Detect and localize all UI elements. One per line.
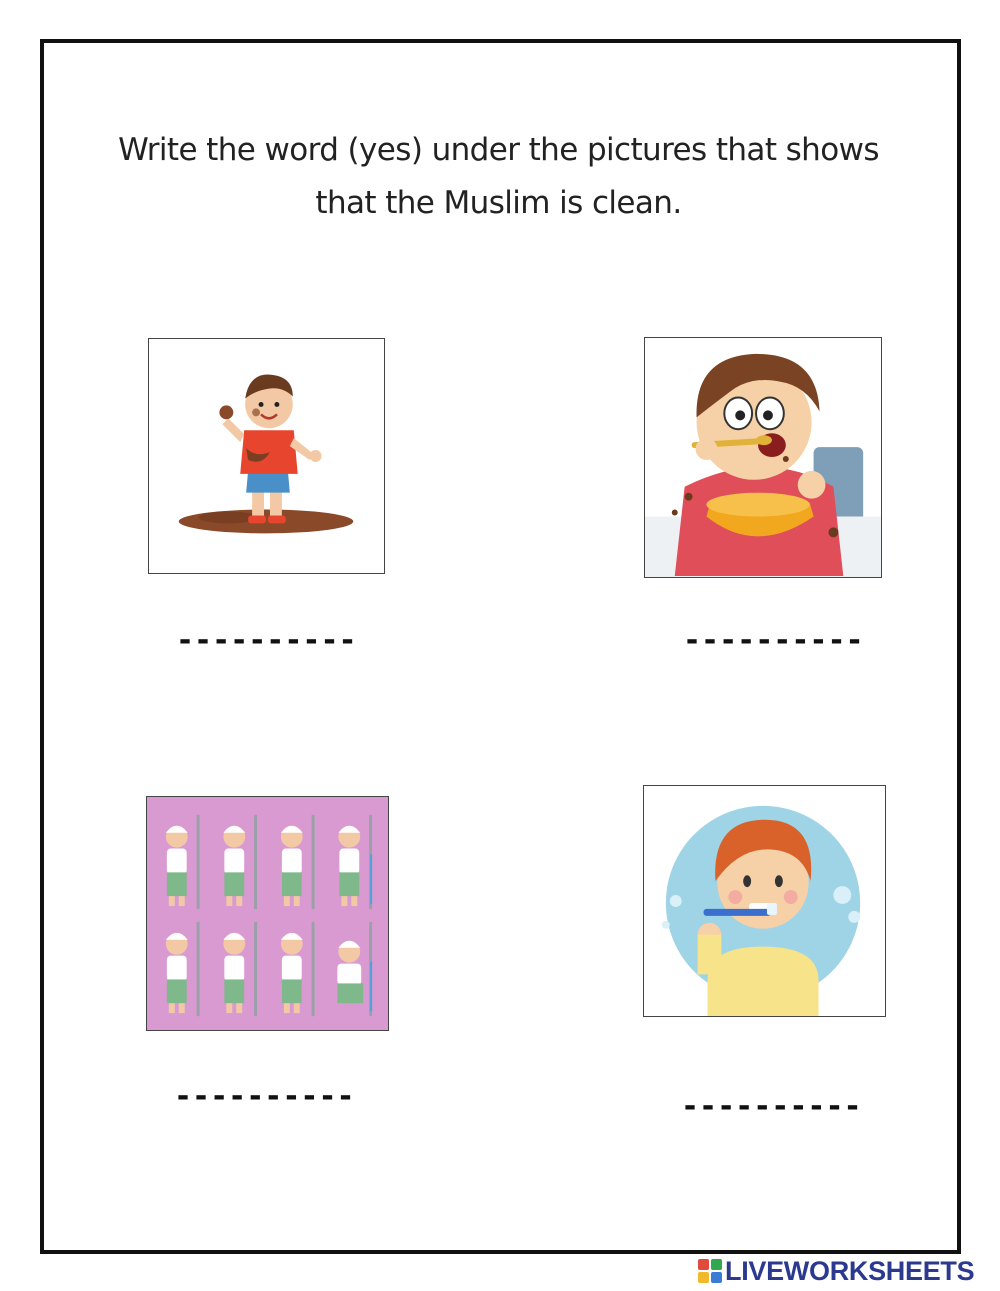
instruction-text — [40, 124, 957, 230]
liveworksheets-logo[interactable] — [697, 1255, 974, 1287]
boy-playing-in-mud-icon — [149, 339, 384, 573]
instruction-line-2: that the Muslim is clean. — [315, 185, 682, 221]
answer-blank-3[interactable]: ---------- — [174, 1079, 355, 1114]
liveworksheets-logo-icon — [697, 1258, 723, 1284]
boy-playing-in-mud-picture — [148, 338, 385, 574]
answer-blank-1[interactable]: ---------- — [176, 623, 357, 658]
boy-doing-wudu-picture — [146, 796, 389, 1031]
liveworksheets-brand-text: LIVEWORKSHEETS — [725, 1255, 975, 1286]
answer-blank-2[interactable]: ---------- — [683, 623, 864, 658]
boy-brushing-teeth-icon — [644, 786, 885, 1016]
boy-brushing-teeth-picture — [643, 785, 886, 1017]
boy-eating-messily-picture — [644, 337, 882, 578]
boy-eating-messily-icon — [645, 338, 881, 577]
answer-blank-4[interactable]: ---------- — [681, 1089, 862, 1124]
instruction-line-1: Write the word (yes) under the pictures that shows — [118, 132, 879, 168]
boy-doing-wudu-icon — [147, 797, 388, 1030]
